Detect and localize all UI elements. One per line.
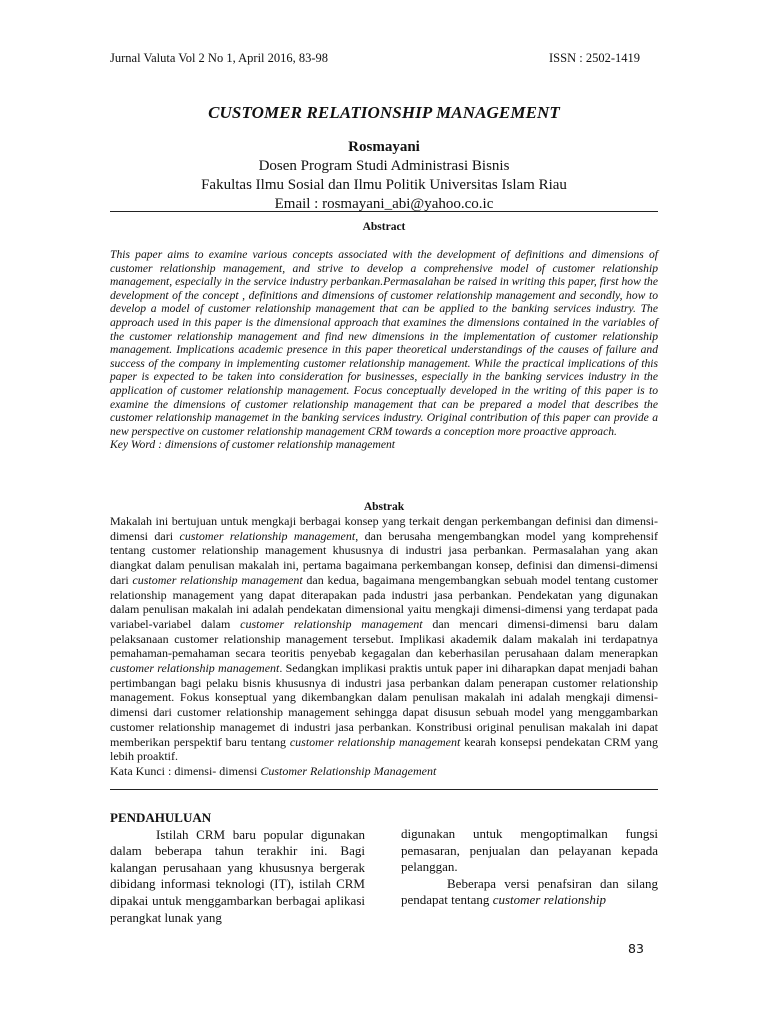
author-affiliation: Fakultas Ilmu Sosial dan Ilmu Politik Universitas Islam Riau xyxy=(201,177,567,193)
issn: ISSN : 2502-1419 xyxy=(549,51,640,65)
abstrak-text: kearah konsepsi pendekatan CRM yang lebih proaktif. xyxy=(110,734,658,764)
intro-paragraph-continued: digunakan untuk mengoptimalkan fungsi pemasaran, penjualan dan pelayanan kepada pelanggan. xyxy=(401,826,658,875)
abstract-keywords: Key Word : dimensions of customer relationship management xyxy=(110,438,395,452)
body-column-right xyxy=(401,826,658,909)
abstrak-italic-term: customer relationship management xyxy=(289,734,461,749)
abstrak-text: dan mencari dimensi-dimensi baru dalam pelaksanaan customer relationship management tersebut. Implikasi akademik dalam makalah ini terdapatnya pemahaman-pemahaman secara teoritis penyebab kegagalan dan keberhasilan perusahaan dalam menerapkan xyxy=(110,616,658,661)
body-column-left xyxy=(110,810,365,926)
paragraph-italic-term: customer relationship xyxy=(492,892,606,908)
running-header xyxy=(110,51,640,66)
abstrak-italic-term: customer relationship management xyxy=(240,616,423,631)
abstrak-heading: Abstrak xyxy=(363,501,405,513)
bottom-divider xyxy=(110,789,658,790)
page-number: 83 xyxy=(628,941,644,956)
abstrak-text: dan kedua, bagaimana mengembangkan sebuah model tentang customer relationship management yang dapat diterapakan pada industri jasa perbankan. Pendekatan yang digunakan dalam penulisan makalah ini adalah pendekatan dimensional yaitu mengkaji dimensi-dimensi yang terdapat pada variabel-variabel dalam xyxy=(110,572,659,631)
paragraph-text: Beberapa versi penafsiran dan silang pendapat tentang xyxy=(401,875,658,908)
author-position: Dosen Program Studi Administrasi Bisnis xyxy=(258,158,510,174)
abstrak-body xyxy=(110,514,658,764)
intro-paragraph-2 xyxy=(401,876,658,909)
keywords-label: Kata Kunci : dimensi- dimensi xyxy=(110,763,261,778)
section-heading: PENDAHULUAN xyxy=(110,810,212,825)
abstrak-indonesian xyxy=(110,514,658,779)
abstrak-italic-term: customer relationship management xyxy=(110,661,280,676)
abstrak-text: . Sedangkan implikasi praktis untuk paper ini diharapkan dapat menjadi bahan pertimbangan bagi pelaku bisnis khususnya di industri jasa perbankan dalam penerapan customer relationship management. Fokus konseptual yang dikembangkan dalam penulisan makalah ini adalah mengkaji dimensi-dimensi dari customer relationship management sehingga dapat disusun sebuah model yang menggambarkan customer relationship managemet di industri jasa perbankan. Konstribusi original penulisan makalah ini dapat memberikan perspektif baru tentang xyxy=(110,661,658,749)
abstrak-italic-term: customer relationship management xyxy=(179,528,356,543)
keywords-term: Customer Relationship Management xyxy=(260,763,437,778)
abstract-heading: Abstract xyxy=(362,221,406,233)
top-divider xyxy=(110,211,658,212)
abstrak-text: , dan berusaha mengembangkan model yang komprehensif tentang customer relationship management khususnya di industri jasa perbankan. Permasalahan yang akan diangkat dalam penulisan makalah ini, pertama bagaimana perkembangan konsep, definisi dan dimensi-dimensi dari xyxy=(110,528,658,587)
journal-citation: Jurnal Valuta Vol 2 No 1, April 2016, 83-98 xyxy=(110,51,329,65)
author-email: Email : rosmayani_abi@yahoo.co.ic xyxy=(274,196,494,212)
abstrak-italic-term: customer relationship management xyxy=(132,572,303,587)
paper-title: CUSTOMER RELATIONSHIP MANAGEMENT xyxy=(208,103,560,122)
author-block xyxy=(0,138,768,214)
author-name: Rosmayani xyxy=(348,139,420,155)
abstract-body: This paper aims to examine various concepts associated with the development of definitions and dimensions of customer relationship management, and strive to develop a comprehensive model of customer relationship management, especially in the service industry perbankan.Permasalahan be raised in writing this paper, first how the development of the concept , definitions and dimensions of customer relationship management and secondly, how to develop a model of customer relationship management that can be applied to the banking services industry. The approach used in this paper is the dimensional approach that examines the dimensions contained in the variables of the customer relationship management and find new dimensions in the implementation of customer relationship management. Implications academic presence in this paper theoretical understandings of the causes of failure and success of the company in implementing customer relationship management. While the practical implications of this paper is expected to be taken into consideration for businesses, especially in the banking services industry in the application of customer relationship management. Focus conceptually developed in the writing of this paper is to examine the dimensions of customer relationship management that can be prepared a model that describes the customer relationship managemet in the banking services industry. Original contribution of this paper can provide a new perspective on customer relationship management CRM towards a conception more proactive approach. xyxy=(110,248,658,438)
abstrak-text: Makalah ini bertujuan untuk mengkaji berbagai konsep yang terkait dengan perkembangan definisi dan dimensi-dimensi dari xyxy=(110,514,658,543)
abstract-english xyxy=(110,248,658,452)
abstrak-keywords xyxy=(110,764,658,779)
intro-paragraph: Istilah CRM baru popular digunakan dalam beberapa tahun terakhir ini. Bagi kalangan perusahaan yang khususnya bergerak dibidang informasi teknologi (IT), istilah CRM dipakai untuk menggambarkan berbagai aplikasi perangkat lunak yang xyxy=(110,826,365,925)
